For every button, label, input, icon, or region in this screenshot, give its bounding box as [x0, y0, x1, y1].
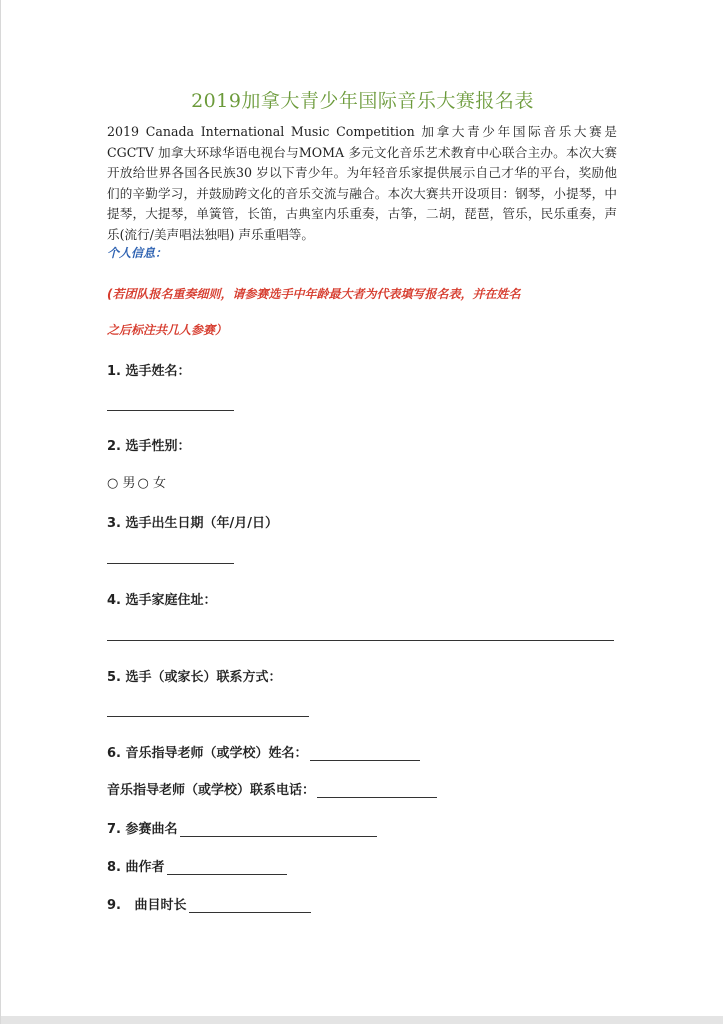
gender-option-male[interactable]: ○ 男 [107, 476, 136, 491]
question-name: 1. 选手姓名： [107, 364, 191, 379]
question-duration [107, 894, 311, 913]
question-teacher-phone [107, 779, 437, 798]
name-answer-line[interactable] [107, 410, 234, 411]
gender-option-female[interactable]: ○ 女 [137, 476, 166, 491]
form-title: 2019加拿大青少年国际音乐大赛报名表 [191, 90, 534, 112]
birthdate-answer-line[interactable] [107, 563, 234, 564]
team-note-line-1: (若团队报名重奏细则，请参赛选手中年龄最大者为代表填写报名表，并在姓名 [107, 287, 521, 301]
question-gender: 2. 选手性别： [107, 439, 191, 454]
duration-label: 9. 曲目时长 [107, 898, 187, 913]
duration-answer-line[interactable] [189, 899, 311, 913]
question-piece-title [107, 818, 377, 837]
composer-label: 8. 曲作者 [107, 860, 165, 875]
teacher-phone-answer-line[interactable] [317, 784, 437, 798]
intro-paragraph: 2019 Canada International Music Competition 加拿大青少年国际音乐大赛是CGCTV 加拿大环球华语电视台与MOMA 多元文化音乐艺术教育中心联合主办。本次大赛开放给世界各国各民族30 岁以下青少年。为年轻音乐家提供展示自己才华的平台，奖励他们的辛勤学习，并鼓励跨文化的音乐交流与融合。本次大赛共开设项目：钢琴，小提琴，中提琴，大提琴，单簧管，长笛，古典室内乐重奏，古筝，二胡，琵琶，管乐，民乐重奏，声乐(流行/美声唱法独唱) 声乐重唱等。 [107, 124, 617, 242]
question-composer [107, 856, 287, 875]
teacher-phone-label: 音乐指导老师（或学校）联系电话： [107, 783, 316, 798]
contact-answer-line[interactable] [107, 716, 309, 717]
piece-title-answer-line[interactable] [180, 823, 377, 837]
team-note-line-2: 之后标注共几人参赛） [107, 323, 228, 337]
question-teacher-name [107, 742, 420, 761]
question-birthdate: 3. 选手出生日期（年/月/日） [107, 516, 279, 531]
question-address: 4. 选手家庭住址： [107, 593, 217, 608]
question-contact: 5. 选手（或家长）联系方式： [107, 670, 282, 685]
piece-title-label: 7. 参赛曲名 [107, 822, 178, 837]
teacher-name-label: 6. 音乐指导老师（或学校）姓名： [107, 746, 308, 761]
address-answer-line[interactable] [107, 640, 614, 641]
teacher-name-answer-line[interactable] [310, 747, 420, 761]
page-bottom-edge [1, 1016, 723, 1024]
gender-options [107, 472, 166, 491]
section-label-personal-info: 个人信息： [107, 246, 168, 260]
composer-answer-line[interactable] [167, 861, 287, 875]
